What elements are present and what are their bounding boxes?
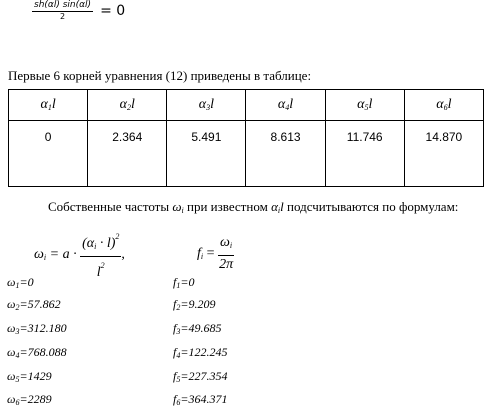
top-equation-numerator: sh(αl) sin(αl): [34, 0, 92, 10]
f-result: f6=364.371: [173, 392, 228, 407]
roots-value-cell: 0: [9, 121, 88, 187]
omega-result: ω4=768.088: [7, 345, 67, 360]
frequencies-text: [48, 199, 458, 215]
f-result: f3=49.685: [173, 321, 222, 336]
top-equation-fraction: [32, 0, 93, 22]
omega-result: ω3=312.180: [7, 321, 67, 336]
formula-f: $f_i$ = $\frac{\omega_i}{2\pi}$: [197, 235, 234, 272]
roots-table-values-row: [9, 121, 484, 187]
top-equation-denominator: 2: [59, 12, 66, 21]
f-result: f5=227.354: [173, 369, 228, 384]
freq-text-after: подсчитываются по формулам:: [287, 199, 459, 214]
formula-f-fraction: $\frac{\omega_i}{2\pi}$: [219, 235, 234, 272]
roots-header-cell: $\alpha_5l$: [325, 90, 404, 121]
f-result: f4=122.245: [173, 345, 228, 360]
top-equation-rhs: = 0: [100, 3, 126, 19]
top-equation: [32, 0, 125, 22]
intro-text: Первые 6 корней уравнения (12) приведены в таблице:: [8, 68, 312, 83]
roots-value-cell: 2.364: [88, 121, 167, 187]
roots-value-cell: 5.491: [167, 121, 246, 187]
roots-header-cell: $\alpha_2l$: [88, 90, 167, 121]
roots-header-cell: $\alpha_6l$: [404, 90, 483, 121]
roots-table-header-row: [9, 90, 484, 121]
roots-value-cell: 8.613: [246, 121, 325, 187]
roots-value-cell: 11.746: [325, 121, 404, 187]
roots-table: [8, 89, 484, 187]
freq-omega-symbol: $\omega_i$: [172, 199, 184, 215]
omega-result: ω1=0: [7, 275, 34, 290]
formula-omega-fraction: $\frac{(\alpha_i \cdot l)^2}{l^2}$: [80, 228, 121, 282]
freq-text-before: Собственные частоты: [48, 199, 170, 214]
omega-result: ω6=2289: [7, 392, 52, 407]
formula-omega: $\omega_i = a$ · $\frac{(\alpha_i \cdot l)^2}{l^2}$ ,: [34, 228, 125, 282]
f-result: f2=9.209: [173, 297, 216, 312]
freq-text-middle: при известном: [187, 199, 268, 214]
roots-header-cell: $\alpha_4l$: [246, 90, 325, 121]
roots-header-cell: $\alpha_1l$: [9, 90, 88, 121]
roots-value-cell: 14.870: [404, 121, 483, 187]
omega-result: ω5=1429: [7, 369, 52, 384]
freq-alpha-symbol: $\alpha_il$: [271, 199, 284, 215]
f-result: f1=0: [173, 275, 195, 290]
roots-header-cell: $\alpha_3l$: [167, 90, 246, 121]
omega-result: ω2=57.862: [7, 297, 61, 312]
